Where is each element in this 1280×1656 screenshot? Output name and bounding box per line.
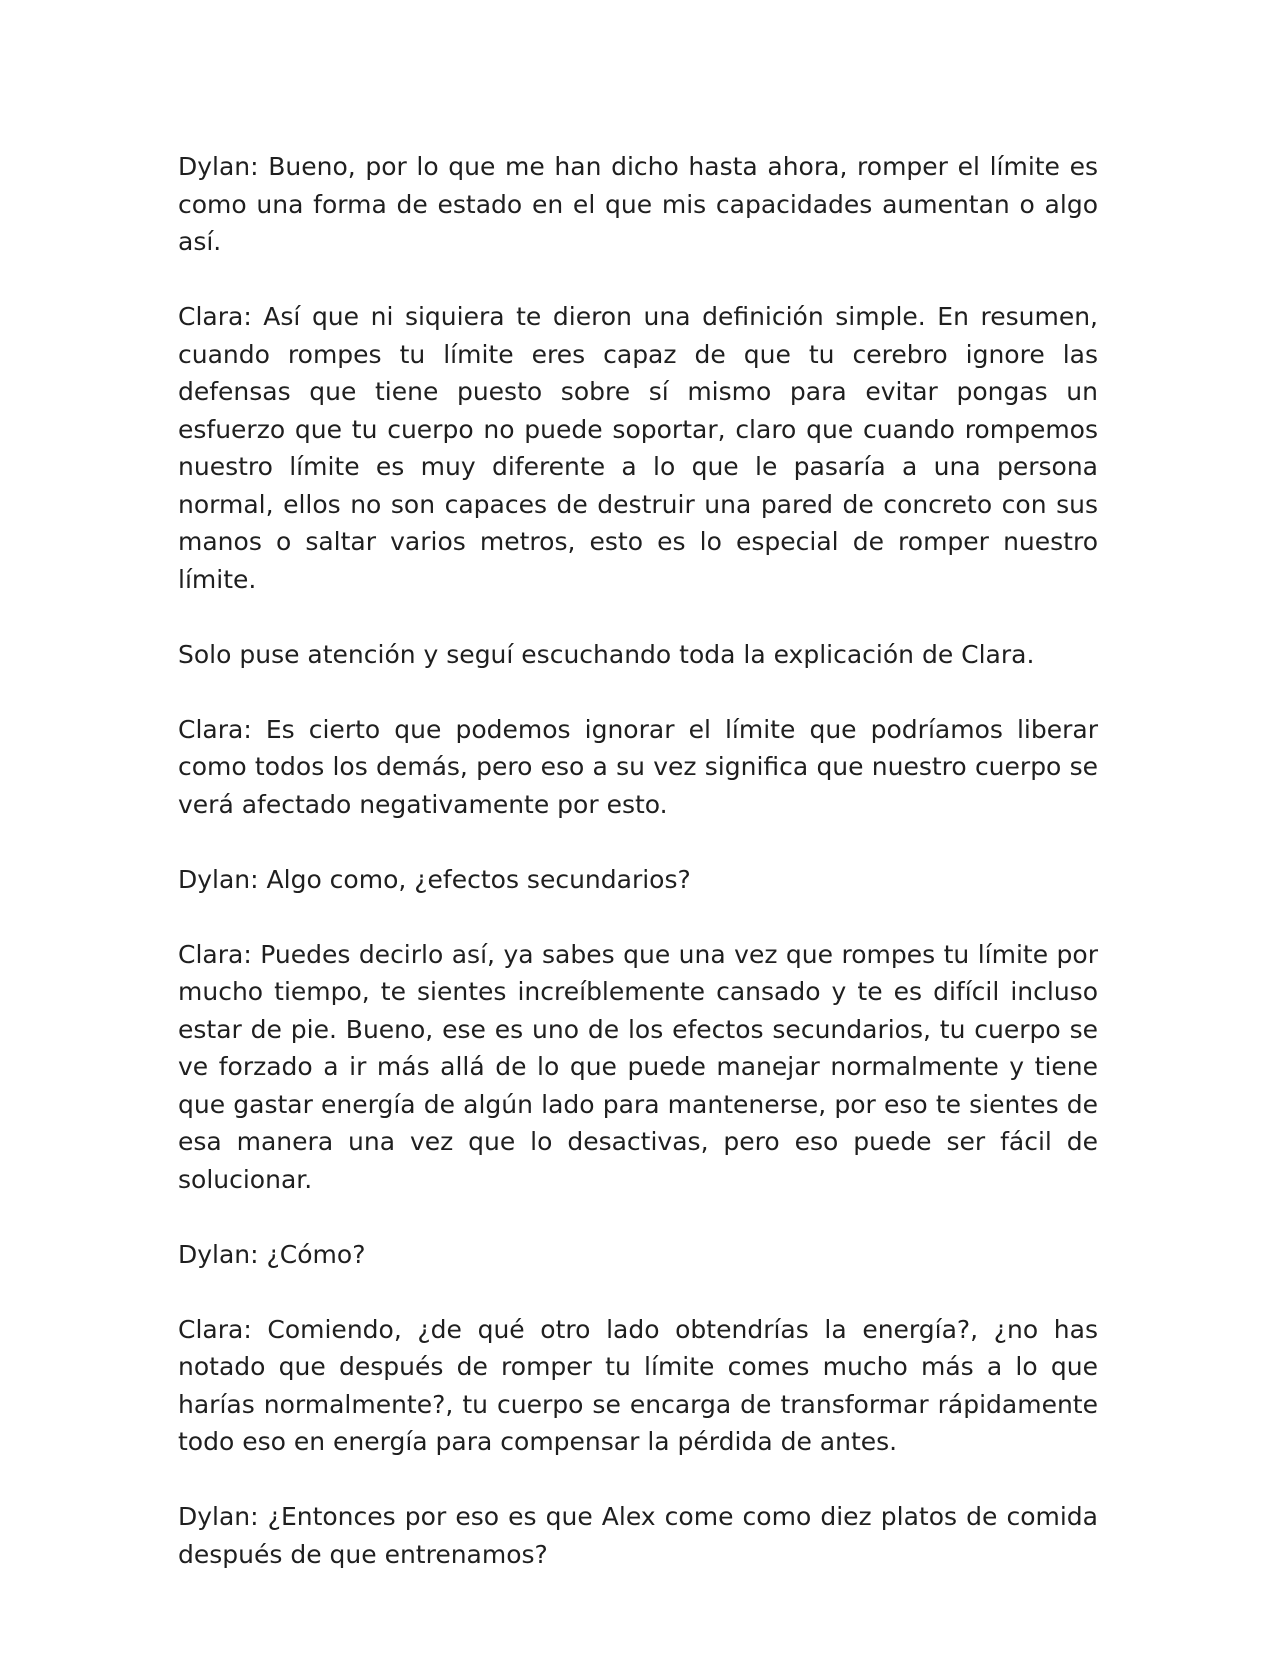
paragraph-narration: Solo puse atención y seguí escuchando toda la explicación de Clara. [178, 639, 1035, 669]
document-page [178, 148, 1098, 1573]
paragraph-clara-2: Clara: Es cierto que podemos ignorar el límite que podríamos liberar como todos los demás, pero eso a su vez significa que nuestro cuerpo se verá afectado negativamente por esto. [178, 714, 1098, 819]
paragraph-dylan-4: Dylan: ¿Entonces por eso es que Alex come como diez platos de comida después de que entrenamos? [178, 1502, 1098, 1569]
paragraph-dylan-2: Dylan: Algo como, ¿efectos secundarios? [178, 864, 691, 894]
paragraph-clara-4: Clara: Comiendo, ¿de qué otro lado obtendrías la energía?, ¿no has notado que después de romper tu límite comes mucho más a lo que harías normalmente?, tu cuerpo se encarga de transformar rápidamente todo eso en energía para compensar la pérdida de antes. [178, 1314, 1098, 1456]
paragraph-dylan-3: Dylan: ¿Cómo? [178, 1239, 366, 1269]
paragraph-clara-1: Clara: Así que ni siquiera te dieron una definición simple. En resumen, cuando rompes tu límite eres capaz de que tu cerebro ignore las defensas que tiene puesto sobre sí mismo para evitar pongas un esfuerzo que tu cuerpo no puede soportar, claro que cuando rompemos nuestro límite es muy diferente a lo que le pasaría a una persona normal, ellos no son capaces de destruir una pared de concreto con sus manos o saltar varios metros, esto es lo especial de romper nuestro límite. [178, 302, 1098, 594]
paragraph-clara-3: Clara: Puedes decirlo así, ya sabes que una vez que rompes tu límite por mucho tiempo, te sientes increíblemente cansado y te es difícil incluso estar de pie. Bueno, ese es uno de los efectos secundarios, tu cuerpo se ve forzado a ir más allá de lo que puede manejar normalmente y tiene que gastar energía de algún lado para mantenerse, por eso te sientes de esa manera una vez que lo desactivas, pero eso puede ser fácil de solucionar. [178, 939, 1098, 1194]
paragraph-dylan-1: Dylan: Bueno, por lo que me han dicho hasta ahora, romper el límite es como una forma de estado en el que mis capacidades aumentan o algo así. [178, 152, 1098, 256]
